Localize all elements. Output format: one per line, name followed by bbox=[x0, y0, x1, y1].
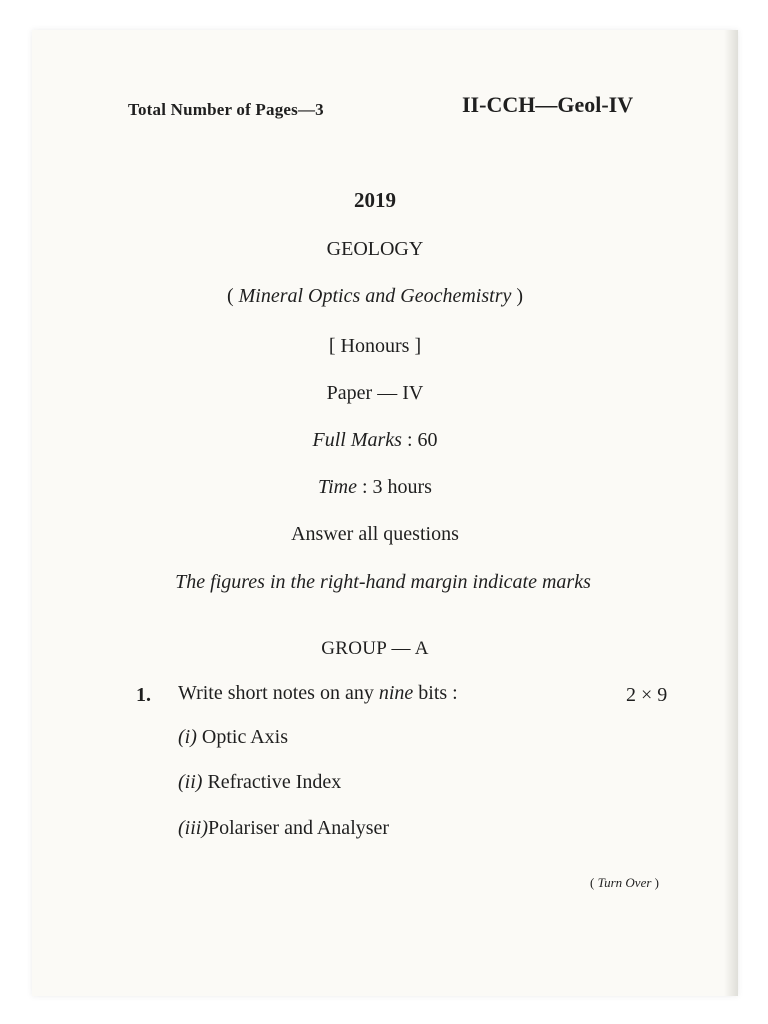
bit-text: Refractive Index bbox=[202, 771, 342, 793]
instruction-text: Answer all questions bbox=[291, 523, 459, 545]
full-marks-value: : 60 bbox=[401, 429, 438, 451]
exam-year: 2019 bbox=[354, 188, 396, 212]
bit-numeral: (i) bbox=[178, 726, 197, 748]
bit-text: Polariser and Analyser bbox=[208, 817, 390, 839]
full-marks bbox=[32, 429, 728, 452]
question-number: 1. bbox=[136, 684, 151, 706]
turn-open-paren: ( bbox=[590, 875, 598, 890]
exam-time bbox=[32, 476, 728, 499]
question-bit bbox=[178, 817, 389, 840]
time-value: : 3 hours bbox=[356, 476, 432, 498]
turn-over-text: Turn Over bbox=[597, 875, 652, 890]
bit-numeral: (iii) bbox=[178, 817, 208, 839]
honours-label: [ Honours ] bbox=[328, 335, 422, 357]
paper-number: Paper — IV bbox=[326, 382, 424, 404]
question-text-end: bits : bbox=[413, 682, 458, 704]
page-edge-shadow bbox=[724, 30, 738, 996]
subtitle-close-paren: ) bbox=[511, 285, 524, 307]
subtitle-text: Mineral Optics and Geochemistry bbox=[238, 285, 512, 307]
bit-numeral: (ii) bbox=[178, 771, 203, 793]
paper-code: II-CCH—Geol-IV bbox=[462, 92, 634, 117]
question-bit bbox=[178, 771, 341, 794]
full-marks-label: Full Marks bbox=[312, 429, 402, 451]
question-text-emphasis: nine bbox=[378, 682, 414, 704]
total-pages-label: Total Number of Pages—3 bbox=[128, 100, 324, 119]
time-label: Time bbox=[318, 476, 357, 498]
question-bit bbox=[178, 726, 288, 749]
subtitle-open-paren: ( bbox=[226, 285, 239, 307]
paper-subtitle bbox=[32, 285, 728, 308]
group-heading: GROUP — A bbox=[321, 638, 429, 659]
subject-title: GEOLOGY bbox=[326, 238, 424, 260]
question-text bbox=[178, 682, 458, 705]
bit-text: Optic Axis bbox=[196, 726, 289, 748]
paper-header bbox=[32, 90, 738, 130]
marks-note: The figures in the right-hand margin indicate marks bbox=[175, 571, 591, 593]
question-marks: 2 × 9 bbox=[626, 684, 668, 706]
exam-paper-sheet bbox=[32, 30, 738, 996]
turn-over-note bbox=[590, 875, 659, 891]
turn-close-paren: ) bbox=[651, 875, 659, 890]
question-text-start: Write short notes on any bbox=[178, 682, 379, 704]
